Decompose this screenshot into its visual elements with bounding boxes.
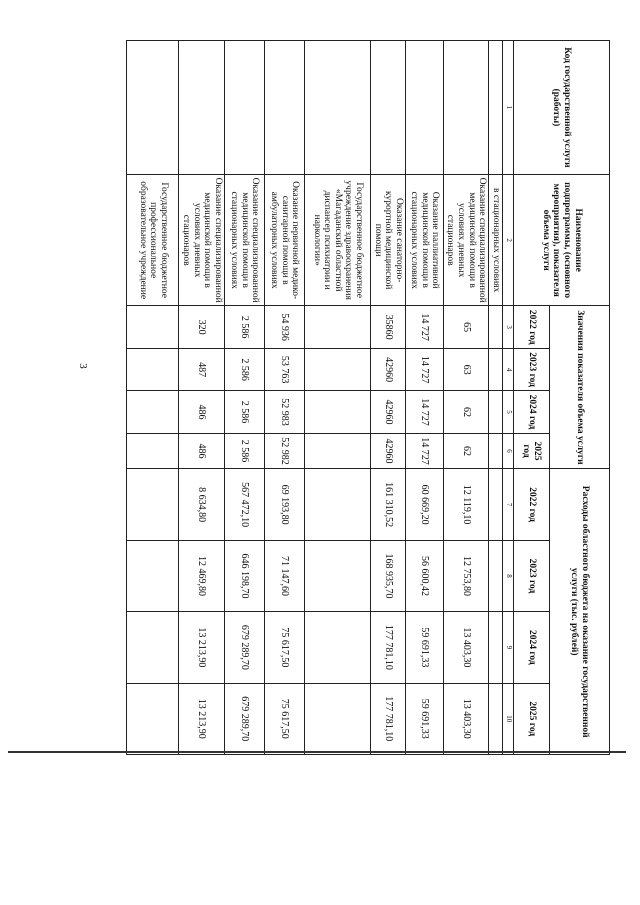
volume-value-cell bbox=[489, 433, 503, 469]
volume-value-cell: 62 bbox=[443, 391, 489, 433]
budget-value-cell: 12 119,10 bbox=[443, 469, 489, 540]
budget-value-cell: 177 781,10 bbox=[371, 683, 406, 754]
budget-value-cell: 13 213,90 bbox=[179, 683, 225, 754]
header-volume-year: 2024 год bbox=[514, 391, 550, 433]
budget-value-cell bbox=[305, 612, 371, 683]
service-code-cell bbox=[443, 41, 489, 175]
budget-value-cell: 75 617,50 bbox=[265, 683, 305, 754]
budget-value-cell: 177 781,10 bbox=[371, 612, 406, 683]
volume-value-cell: 486 bbox=[179, 433, 225, 469]
service-name-cell: Государственное бюджетное учреждение здравоохранения «Магаданский областной диспансер психиатрии и наркологии» bbox=[305, 174, 371, 306]
header-budget-year: 2023 год bbox=[514, 540, 550, 611]
service-code-cell bbox=[225, 41, 265, 175]
volume-value-cell: 42960 bbox=[371, 391, 406, 433]
service-name-cell: в стационарных условиях bbox=[489, 174, 503, 306]
budget-value-cell: 59 691,33 bbox=[405, 612, 443, 683]
budget-value-cell: 679 289,70 bbox=[225, 683, 265, 754]
volume-value-cell: 35860 bbox=[371, 306, 406, 348]
budget-value-cell: 12 753,80 bbox=[443, 540, 489, 611]
service-code-cell bbox=[265, 41, 305, 175]
budget-value-cell: 646 198,70 bbox=[225, 540, 265, 611]
table-row bbox=[405, 41, 443, 755]
volume-value-cell: 2 586 bbox=[225, 348, 265, 390]
column-index: 4 bbox=[503, 348, 514, 390]
table-row bbox=[225, 41, 265, 755]
budget-value-cell: 59 691,33 bbox=[405, 683, 443, 754]
volume-value-cell: 42960 bbox=[371, 348, 406, 390]
service-name-cell: Оказание специализированной медицинской помощи в условиях дневных стационаров bbox=[443, 174, 489, 306]
budget-value-cell bbox=[489, 469, 503, 540]
header-code: Код государственной услуги (работы) bbox=[514, 41, 610, 175]
volume-value-cell bbox=[489, 306, 503, 348]
budget-value-cell: 8 634,80 bbox=[179, 469, 225, 540]
table-row bbox=[127, 41, 179, 755]
budget-value-cell: 13 403,30 bbox=[443, 683, 489, 754]
volume-value-cell: 62 bbox=[443, 433, 489, 469]
header-budget-year: 2025 год bbox=[514, 683, 550, 754]
budget-value-cell: 75 617,50 bbox=[265, 612, 305, 683]
budget-value-cell: 56 600,42 bbox=[405, 540, 443, 611]
volume-value-cell bbox=[305, 306, 371, 348]
header-budget-year: 2022 год bbox=[514, 469, 550, 540]
budget-value-cell: 13 213,90 bbox=[179, 612, 225, 683]
column-index: 2 bbox=[503, 174, 514, 306]
service-code-cell bbox=[179, 41, 225, 175]
volume-value-cell: 14 727 bbox=[405, 391, 443, 433]
column-index: 9 bbox=[503, 612, 514, 683]
column-index: 7 bbox=[503, 469, 514, 540]
budget-value-cell bbox=[127, 540, 179, 611]
volume-value-cell bbox=[305, 391, 371, 433]
service-name-cell: Оказание специализированной медицинской помощи в условиях дневных стационаров bbox=[179, 174, 225, 306]
service-code-cell bbox=[489, 41, 503, 175]
column-index: 3 bbox=[503, 306, 514, 348]
volume-value-cell bbox=[305, 433, 371, 469]
volume-value-cell: 52 983 bbox=[265, 391, 305, 433]
table-row bbox=[371, 41, 406, 755]
service-name-cell: Оказание паллиативной медицинской помощи в стационарных условиях bbox=[405, 174, 443, 306]
budget-value-cell: 12 469,80 bbox=[179, 540, 225, 611]
table-row bbox=[179, 41, 225, 755]
page-number: 3 bbox=[76, 363, 89, 369]
budget-value-cell: 567 472,10 bbox=[225, 469, 265, 540]
volume-value-cell bbox=[127, 306, 179, 348]
volume-value-cell: 486 bbox=[179, 391, 225, 433]
service-name-cell: Оказание первичной медико-санитарной помощи в амбулаторных условиях bbox=[265, 174, 305, 306]
column-index: 1 bbox=[503, 41, 514, 175]
budget-value-cell bbox=[489, 612, 503, 683]
budget-value-cell bbox=[127, 683, 179, 754]
budget-table bbox=[127, 40, 611, 755]
volume-value-cell: 54 936 bbox=[265, 306, 305, 348]
column-index: 6 bbox=[503, 433, 514, 469]
volume-value-cell bbox=[489, 348, 503, 390]
column-index: 5 bbox=[503, 391, 514, 433]
budget-value-cell bbox=[489, 540, 503, 611]
volume-value-cell: 2 586 bbox=[225, 306, 265, 348]
budget-value-cell: 13 403,30 bbox=[443, 612, 489, 683]
budget-value-cell: 60 669,20 bbox=[405, 469, 443, 540]
budget-value-cell: 168 935,70 bbox=[371, 540, 406, 611]
volume-value-cell: 2 586 bbox=[225, 433, 265, 469]
header-volume-year: 2023 год bbox=[514, 348, 550, 390]
volume-value-cell bbox=[305, 348, 371, 390]
header-volume-year: 2025 год bbox=[514, 433, 550, 469]
budget-value-cell bbox=[305, 540, 371, 611]
volume-value-cell bbox=[127, 433, 179, 469]
volume-value-cell: 14 727 bbox=[405, 348, 443, 390]
budget-value-cell bbox=[127, 469, 179, 540]
header-name: Наименование подпрограммы, (основного мероприятия), показателя объема услуги bbox=[514, 174, 610, 306]
service-name-cell: Оказание санаторно-курортной медицинской помощи bbox=[371, 174, 406, 306]
header-budget-group: Расходы областного бюджета на оказание государственной услуги (тыс. рублей) bbox=[550, 469, 610, 755]
table-row bbox=[443, 41, 489, 755]
volume-value-cell: 14 727 bbox=[405, 433, 443, 469]
rotated-table-container bbox=[137, 12, 622, 762]
table-body bbox=[127, 41, 503, 755]
bottom-rule bbox=[8, 751, 626, 753]
header-volume-group: Значения показателя объема услуги bbox=[550, 306, 610, 469]
volume-value-cell: 53 763 bbox=[265, 348, 305, 390]
column-index: 10 bbox=[503, 683, 514, 754]
service-name-cell: Оказание специализированной медицинской помощи в стационарных условиях bbox=[225, 174, 265, 306]
volume-value-cell: 320 bbox=[179, 306, 225, 348]
volume-value-cell: 2 586 bbox=[225, 391, 265, 433]
column-index: 8 bbox=[503, 540, 514, 611]
budget-value-cell bbox=[127, 612, 179, 683]
table-row bbox=[489, 41, 503, 755]
volume-value-cell: 42960 bbox=[371, 433, 406, 469]
budget-value-cell: 679 289,70 bbox=[225, 612, 265, 683]
budget-value-cell bbox=[305, 469, 371, 540]
volume-value-cell: 65 bbox=[443, 306, 489, 348]
budget-value-cell: 71 147,60 bbox=[265, 540, 305, 611]
volume-value-cell bbox=[127, 348, 179, 390]
header-volume-year: 2022 год bbox=[514, 306, 550, 348]
volume-value-cell bbox=[489, 391, 503, 433]
volume-value-cell: 52 982 bbox=[265, 433, 305, 469]
service-code-cell bbox=[371, 41, 406, 175]
table-row bbox=[305, 41, 371, 755]
service-name-cell: Государственное бюджетное профессиональное образовательное учреждение bbox=[127, 174, 179, 306]
column-index-row bbox=[503, 41, 514, 755]
budget-value-cell: 161 310,52 bbox=[371, 469, 406, 540]
header-budget-year: 2024 год bbox=[514, 612, 550, 683]
table-row bbox=[265, 41, 305, 755]
service-code-cell bbox=[405, 41, 443, 175]
volume-value-cell: 487 bbox=[179, 348, 225, 390]
volume-value-cell: 63 bbox=[443, 348, 489, 390]
budget-value-cell bbox=[305, 683, 371, 754]
service-code-cell bbox=[305, 41, 371, 175]
volume-value-cell: 14 727 bbox=[405, 306, 443, 348]
service-code-cell bbox=[127, 41, 179, 175]
budget-value-cell bbox=[489, 683, 503, 754]
budget-value-cell: 69 193,80 bbox=[265, 469, 305, 540]
volume-value-cell bbox=[127, 391, 179, 433]
